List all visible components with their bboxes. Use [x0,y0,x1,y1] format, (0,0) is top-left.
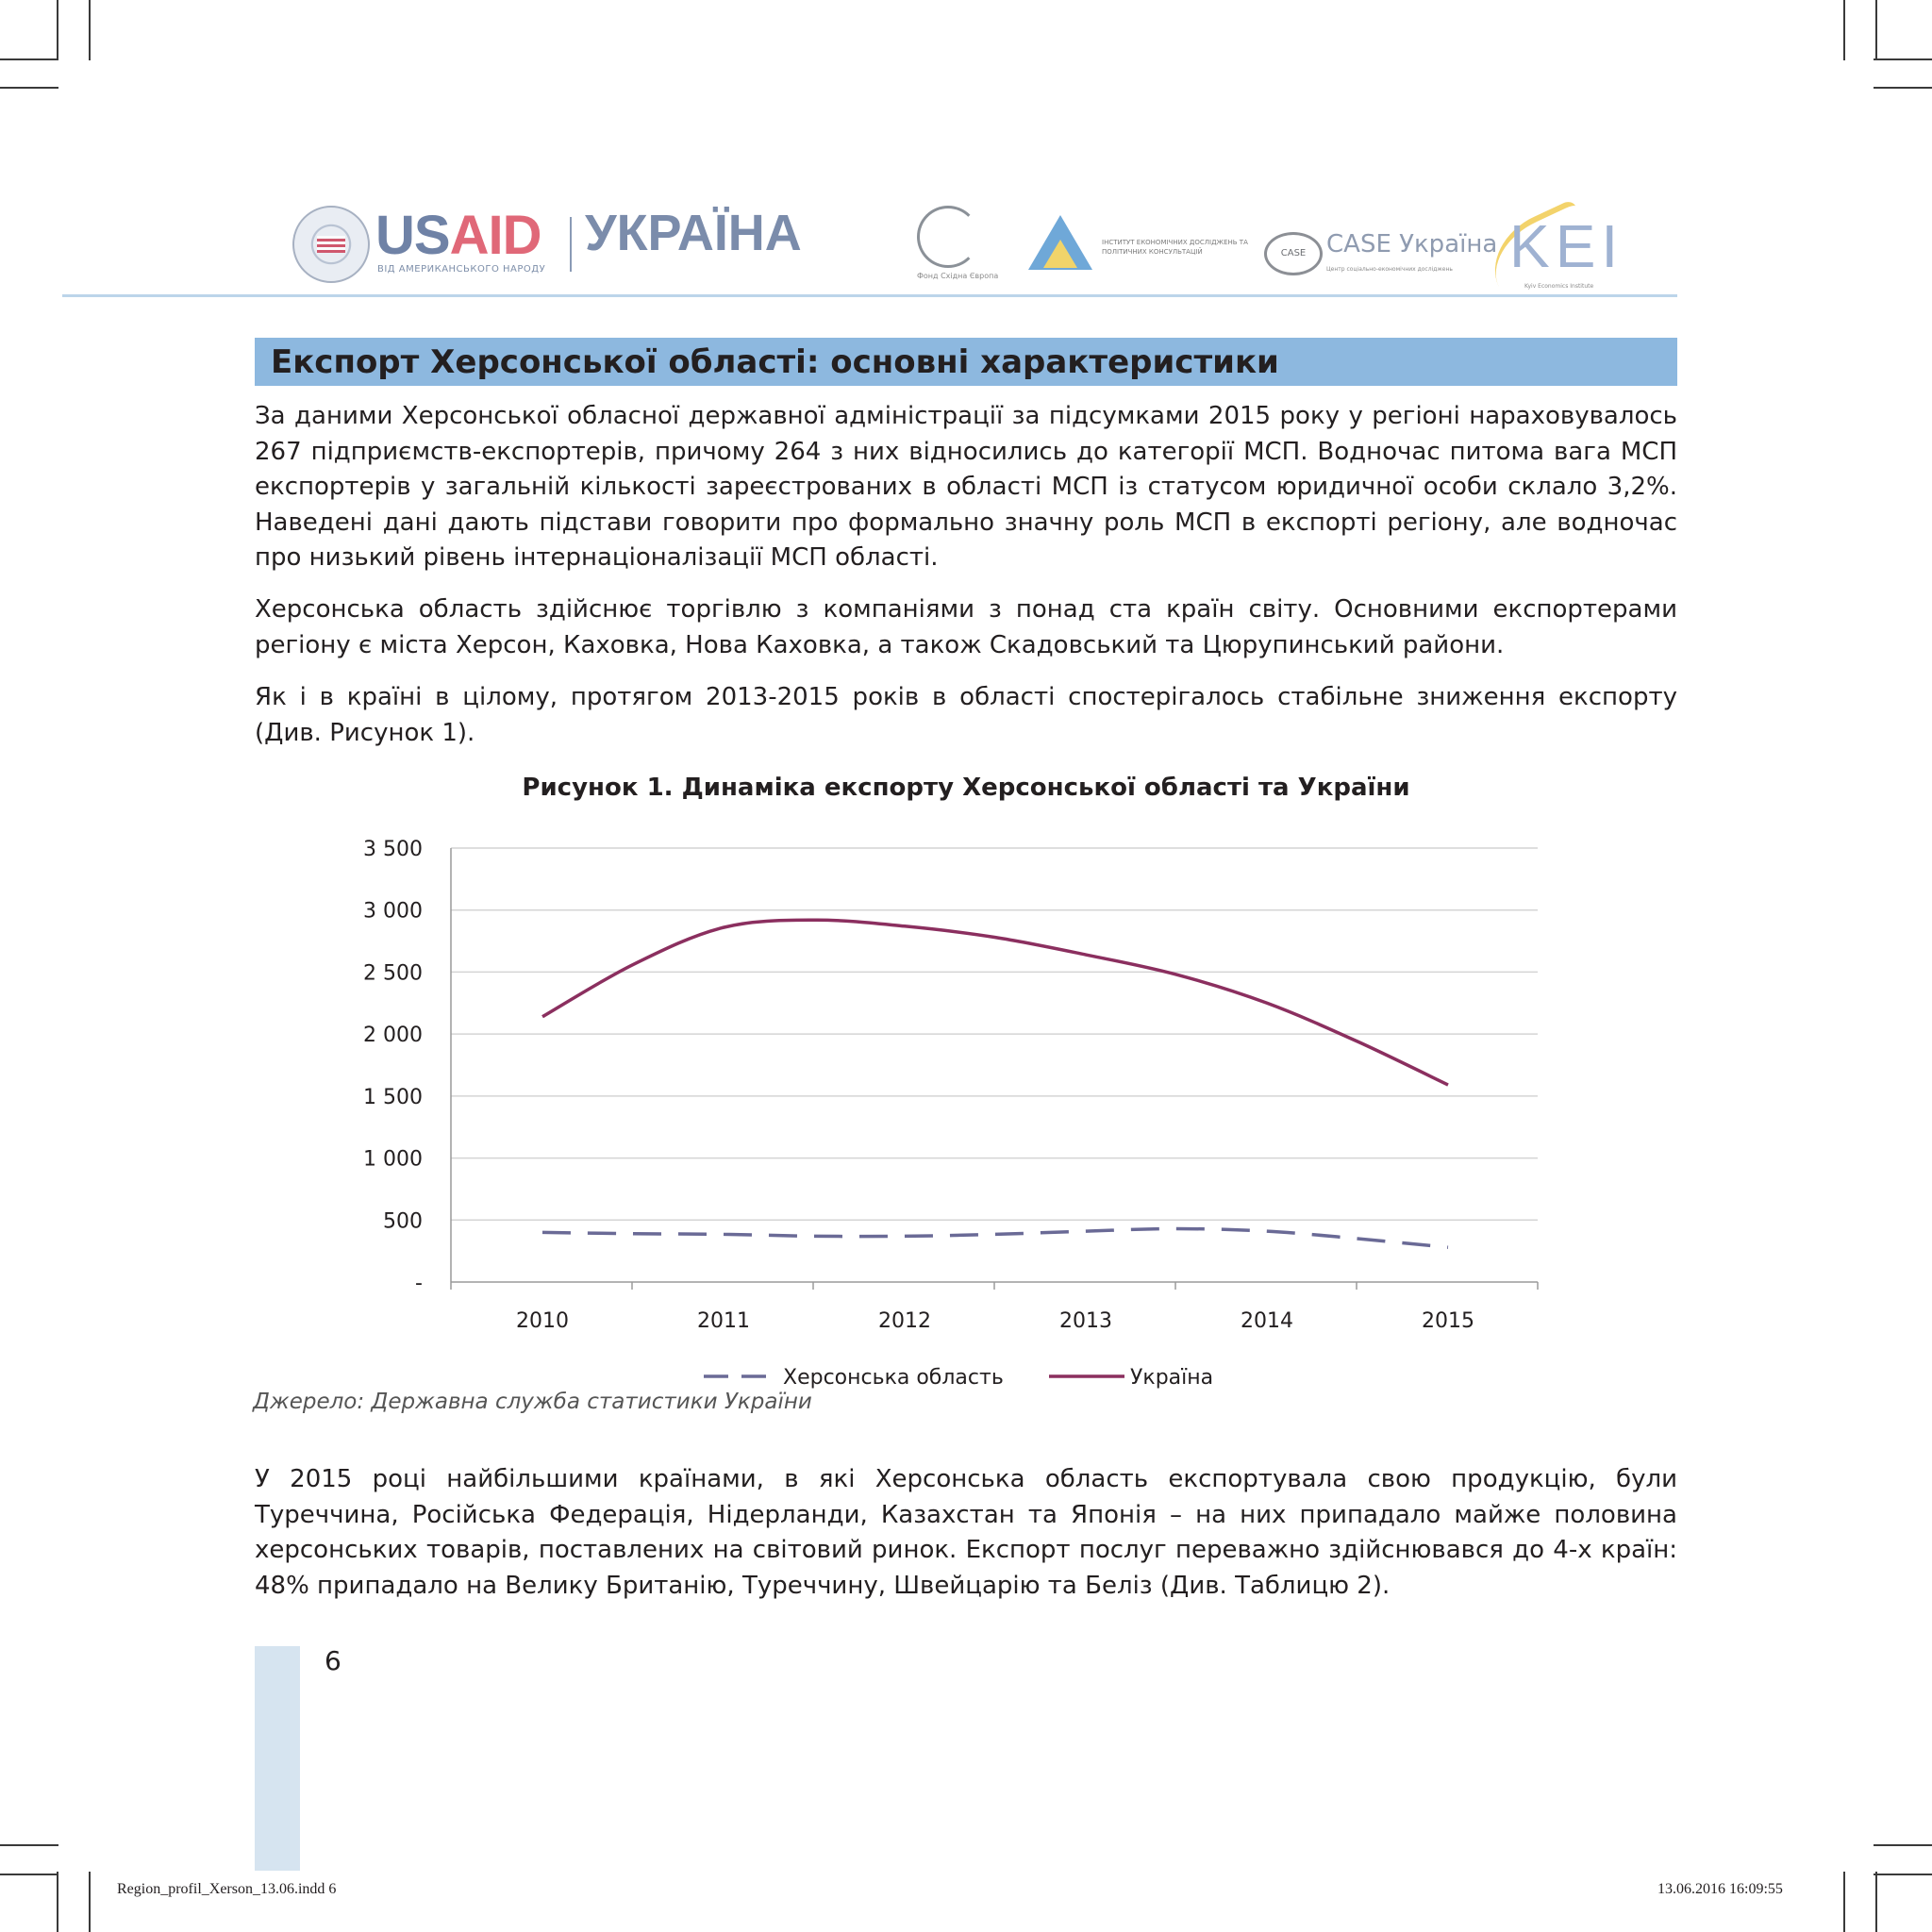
slug-timestamp: 13.06.2016 16:09:55 [1657,1881,1783,1897]
y-tick-label: 3 000 [363,899,423,924]
x-tick-label: 2011 [697,1309,750,1333]
x-tick-label: 2015 [1422,1309,1474,1333]
case-ukraine-logo: CASE Україна [1326,230,1498,258]
header-rule [62,294,1677,297]
paragraph-3: Як і в країні в цілому, протягом 2013-2015 років в області спостерігалось стабільне зниження експорту (Див. Рисунок 1). [255,683,1677,747]
y-tick-label: 500 [383,1209,423,1234]
paragraph-4: У 2015 році найбільшими країнами, в які Херсонська область експортувала свою продукцію, були Туреччина, Російська Федерація, Нідерланди, Казахстан та Японія – на них припадало майже половина херсонських товарів, поставлених на світовий ринок. Експорт послуг переважно здійснювався до 4-х країн: 48% припадало на Велику Британію, Туреччину, Швейцарію та Беліз (Див. Таблицю 2). [255,1465,1677,1600]
section-title: Експорт Херсонської області: основні характеристики [255,338,1677,386]
east-europe-foundation-icon [917,206,979,268]
logo-divider [570,217,572,272]
crop-mark [1843,0,1845,60]
page-number: 6 [325,1645,341,1676]
usaid-tagline: ВІД АМЕРИКАНСЬКОГО НАРОДУ [377,264,546,275]
export-line-chart [340,825,1566,1391]
kei-tagline: Kyiv Economics Institute [1524,283,1594,290]
crop-mark [1875,1872,1877,1932]
crop-mark [0,1874,58,1875]
crop-mark [1843,1872,1845,1932]
y-tick-label: 3 500 [363,838,423,861]
x-tick-label: 2012 [878,1309,931,1333]
x-tick-label: 2014 [1241,1309,1293,1333]
crop-mark [0,58,58,60]
crop-mark [89,0,91,60]
crop-mark [89,1872,91,1932]
series-line-kherson [542,1228,1448,1247]
figure-title: Рисунок 1. Динаміка експорту Херсонської області та України [522,774,1410,802]
slug-filename: Region_profil_Xerson_13.06.indd 6 [117,1881,337,1897]
ier-logo-text: ІНСТИТУТ ЕКОНОМІЧНИХ ДОСЛІДЖЕНЬ ТА ПОЛІТИЧНИХ КОНСУЛЬТАЦІЙ [1102,239,1248,256]
ukraina-logo: УКРАЇНА [585,205,802,261]
east-europe-foundation-label: Фонд Східна Європа [917,272,999,280]
y-tick-label: 1 000 [363,1147,423,1172]
kei-logo: KEI [1509,212,1624,280]
paragraph-1: За даними Херсонської обласної державної адміністрації за підсумками 2015 року у регіоні нараховувалось 267 підприємств-експортерів, причому 264 з них відносились до категорії МСП. Водночас питома вага МСП експортерів у загальній кількості зареєстрованих в області МСП із статусом юридичної особи склало 3,2%. Наведені дані дають підстави говорити про формально значну роль МСП в експорті регіону, але водночас про низький рівень інтернаціоналізації МСП області. [255,402,1677,572]
crop-mark [0,87,58,89]
crop-mark [1874,87,1932,89]
figure-source: Джерело: Державна служба статистики України [253,1390,812,1414]
paragraph-2: Херсонська область здійснює торгівлю з компаніями з понад ста країн світу. Основними експортерами регіону є міста Херсон, Каховка, Нова Каховка, а також Скадовський та Цюрупинський райони. [255,595,1677,659]
page-number-bar [255,1646,300,1871]
ier-triangle-inner-icon [1043,240,1077,268]
crop-mark [1874,1874,1932,1875]
crop-mark [0,1844,58,1846]
crop-mark [1874,58,1932,60]
y-tick-label: 2 500 [363,961,423,986]
header-logos [283,198,1641,288]
y-tick-label: 1 500 [363,1085,423,1109]
series-line-ukraine [542,920,1448,1085]
case-ukraine-tagline: Центр соціально-економічних досліджень [1326,266,1453,273]
usaid-seal-icon [292,206,370,283]
legend-label: Херсонська область [783,1366,1004,1390]
crop-mark [57,1872,58,1932]
x-tick-label: 2010 [516,1309,569,1333]
case-logo-icon: CASE [1264,232,1323,275]
legend-label: Україна [1130,1366,1214,1390]
y-tick-label: 2 000 [363,1024,423,1048]
x-tick-label: 2013 [1059,1309,1112,1333]
crop-mark [1874,1844,1932,1846]
crop-mark [57,0,58,60]
y-tick-label: - [415,1272,423,1295]
usaid-logo: USAID [375,205,541,266]
crop-mark [1875,0,1877,60]
